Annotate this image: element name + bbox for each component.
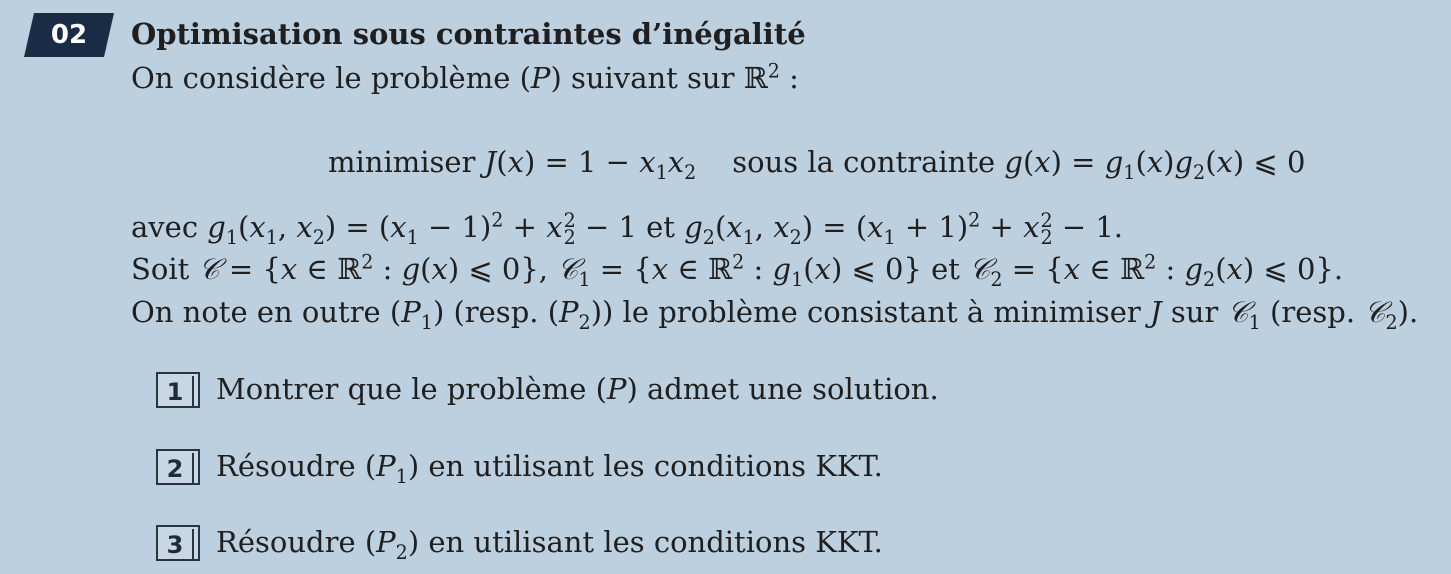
exercise-badge xyxy=(24,13,114,57)
question-number-box xyxy=(156,449,200,485)
definition-g: avec $g_1(x_1$, $x_2) = (x_1 - 1)^2 + x$ 2 2 − 1 et $g_2(x_1$, $x_2) = (x_1 + 1)^2 + x$ 2 2 − 1. xyxy=(131,208,1124,249)
definition-subproblems: On note en outre $(P_1)$ (resp. $(P_2)$) le problème consistant à minimiser J sur 𝒞$_1$ (resp. 𝒞$_2$). xyxy=(131,295,1419,334)
definition-sets: Soit 𝒞 = {x ∈ ℝ$^2$ : g(x) ⩽ 0}, 𝒞$_1$ = {x ∈ ℝ$^2$ : $g_1(x)$ ⩽ 0} et 𝒞$_2$ = {x ∈ ℝ$^2$ : $g_2(x)$ ⩽ 0}. xyxy=(131,250,1344,291)
question-number-divider xyxy=(192,453,194,485)
question-text: Montrer que le problème (P) admet une solution. xyxy=(216,372,939,406)
question-text: Résoudre $(P_2)$ en utilisant les conditions KKT. xyxy=(216,525,883,564)
question-number-divider xyxy=(192,529,194,561)
exercise-number: 02 xyxy=(50,20,88,50)
question-text: Résoudre $(P_1)$ en utilisant les conditions KKT. xyxy=(216,449,883,488)
question-number: 3 xyxy=(166,531,184,559)
exercise-title: Optimisation sous contraintes d’inégalité xyxy=(131,17,806,51)
question-number: 1 xyxy=(166,378,184,406)
question-number-box xyxy=(156,525,200,561)
question-number-box xyxy=(156,372,200,408)
intro-text: On considère le problème (P) suivant sur ℝ$^2$ : xyxy=(131,59,799,95)
question-number-divider xyxy=(192,376,194,408)
question-number: 2 xyxy=(166,455,184,483)
display-equation: minimiser $J(x) = 1 - x_1x_2$ sous la contrainte $g(x) = g_1(x)g_2(x)$ ⩽ 0 xyxy=(328,145,1306,184)
